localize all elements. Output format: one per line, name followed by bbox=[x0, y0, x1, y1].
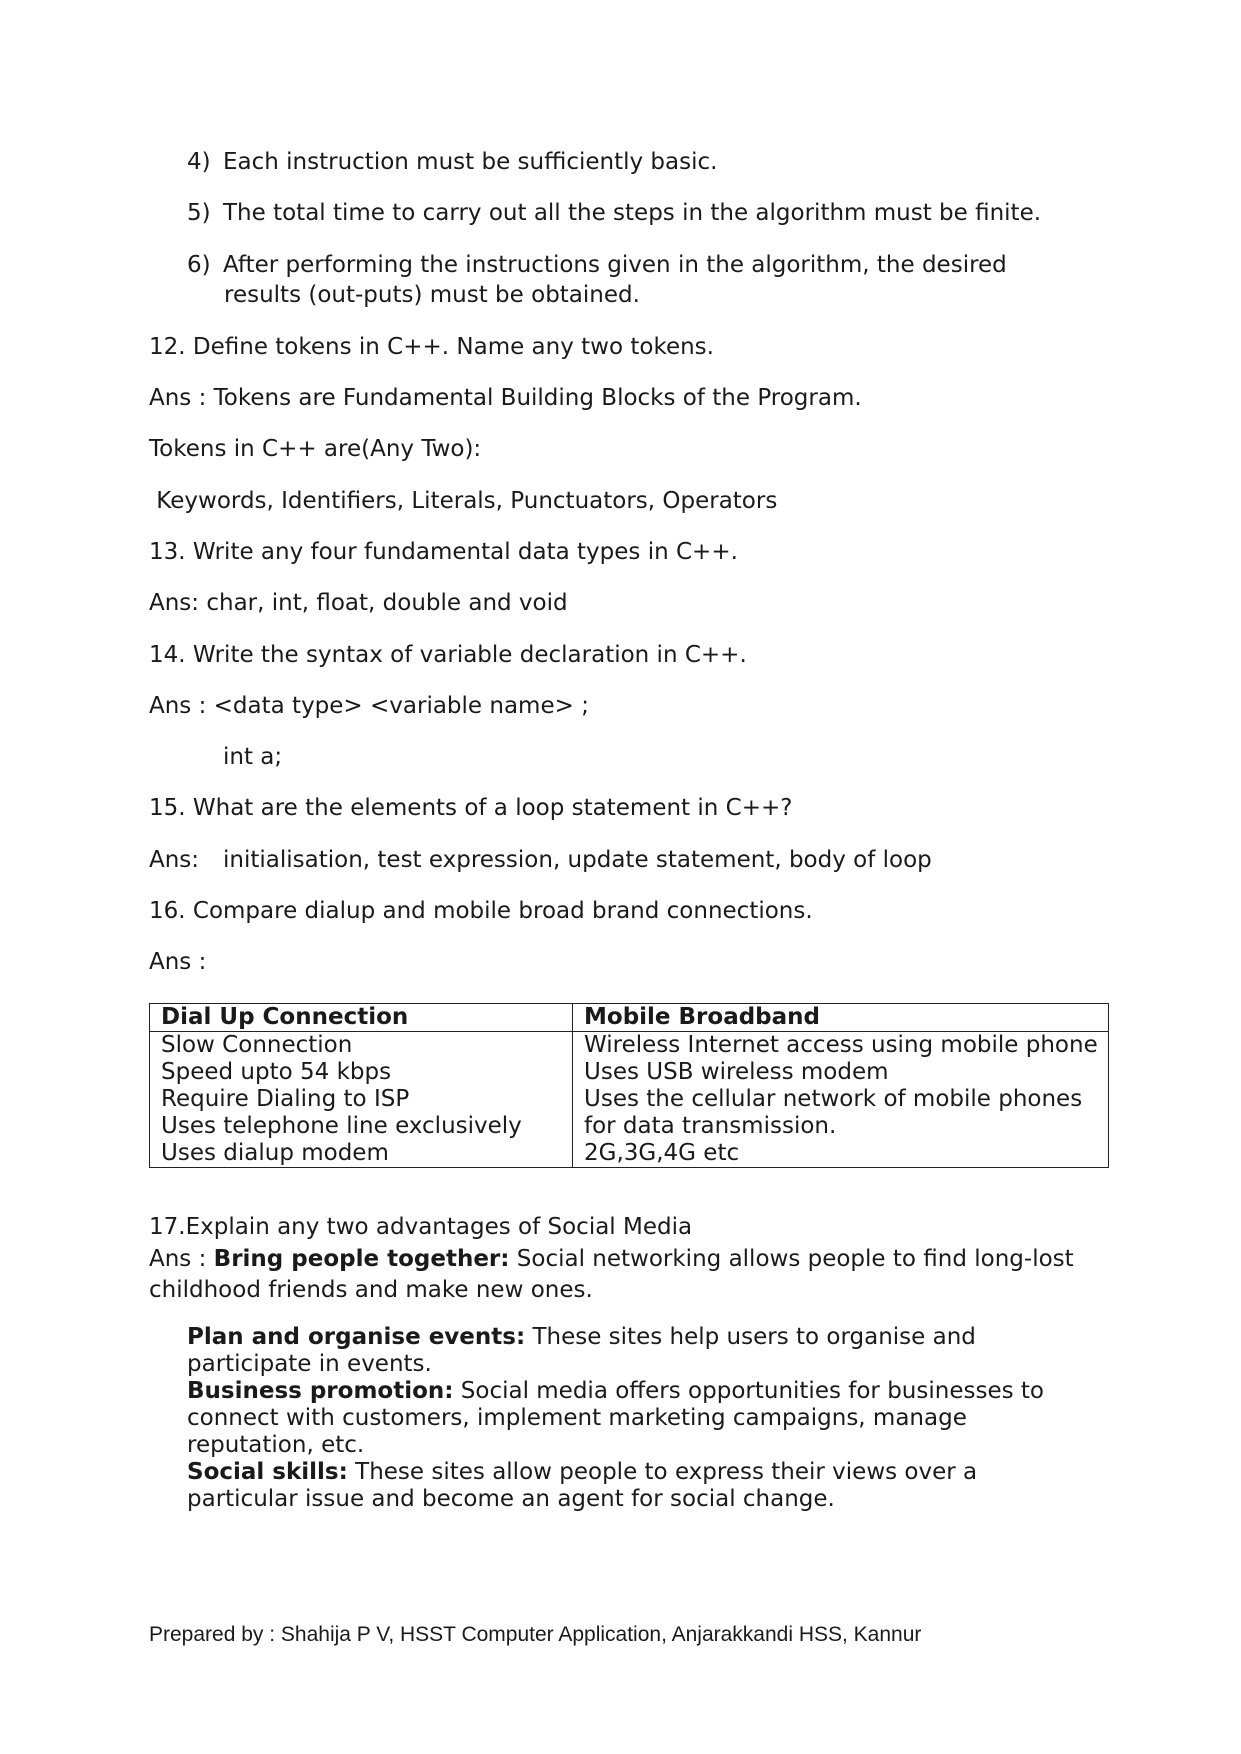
advantage-term: Plan and organise events: bbox=[187, 1324, 526, 1350]
advantage-term: Bring people together: bbox=[213, 1246, 510, 1272]
broadband-cell bbox=[573, 1032, 1109, 1168]
dialup-item: Require Dialing to ISP bbox=[161, 1086, 410, 1112]
advantage-item bbox=[187, 1324, 1077, 1378]
dialup-item: Speed upto 54 kbps bbox=[161, 1059, 392, 1085]
step-number: 6) bbox=[187, 252, 211, 278]
advantage-item bbox=[187, 1378, 1077, 1459]
answer-15 bbox=[149, 845, 932, 875]
question-13: 13. Write any four fundamental data types in C++. bbox=[149, 539, 738, 565]
broadband-item: Uses USB wireless modem bbox=[584, 1059, 889, 1085]
answer-13: Ans: char, int, float, double and void bbox=[149, 590, 568, 616]
advantage-term: Social skills: bbox=[187, 1459, 348, 1485]
step-6-continuation: results (out-puts) must be obtained. bbox=[224, 282, 640, 308]
comparison-table bbox=[149, 1003, 1109, 1168]
step-6 bbox=[187, 250, 1007, 280]
advantage-item bbox=[187, 1459, 1077, 1513]
advantage-text: These sites help users to organise and participate in events. bbox=[187, 1324, 976, 1377]
question-17: 17.Explain any two advantages of Social Media bbox=[149, 1214, 693, 1240]
answer-16: Ans : bbox=[149, 949, 207, 975]
advantage-text: Social media offers opportunities for businesses to connect with customers, implement marketing campaigns, manage reputation, etc. bbox=[187, 1378, 1044, 1458]
question-15: 15. What are the elements of a loop statement in C++? bbox=[149, 795, 793, 821]
table-row bbox=[150, 1032, 1109, 1168]
step-text: Each instruction must be sufficiently basic. bbox=[223, 149, 718, 175]
table-header-dialup: Dial Up Connection bbox=[150, 1004, 573, 1032]
step-number: 4) bbox=[187, 149, 211, 175]
advantage-text: Social networking allows people to find long-lost childhood friends and make new ones. bbox=[149, 1246, 1074, 1303]
page-footer: Prepared by : Shahija P V, HSST Computer Application, Anjarakkandi HSS, Kannur bbox=[149, 1623, 922, 1646]
advantage-term: Business promotion: bbox=[187, 1378, 454, 1404]
answer-12-list: Keywords, Identifiers, Literals, Punctuators, Operators bbox=[149, 488, 778, 514]
broadband-item: Wireless Internet access using mobile phone bbox=[584, 1032, 1098, 1058]
step-text: After performing the instructions given in the algorithm, the desired bbox=[223, 252, 1007, 278]
step-number: 5) bbox=[187, 200, 211, 226]
broadband-item: for data transmission. bbox=[584, 1113, 837, 1139]
table-header-row bbox=[150, 1004, 1109, 1032]
answer-17-prefix: Ans : bbox=[149, 1246, 214, 1272]
dialup-cell bbox=[150, 1032, 573, 1168]
broadband-item: 2G,3G,4G etc bbox=[584, 1140, 740, 1166]
answer-15-text: initialisation, test expression, update statement, body of loop bbox=[223, 847, 932, 873]
answer-12: Ans : Tokens are Fundamental Building Blocks of the Program. bbox=[149, 385, 862, 411]
dialup-item: Uses dialup modem bbox=[161, 1140, 389, 1166]
question-12: 12. Define tokens in C++. Name any two tokens. bbox=[149, 334, 714, 360]
dialup-item: Slow Connection bbox=[161, 1032, 353, 1058]
dialup-item: Uses telephone line exclusively bbox=[161, 1113, 522, 1139]
step-5 bbox=[187, 198, 1041, 228]
answer-14: Ans : <data type> <variable name> ; bbox=[149, 693, 589, 719]
advantages-list bbox=[187, 1324, 1077, 1513]
table-header-broadband: Mobile Broadband bbox=[573, 1004, 1109, 1032]
question-16: 16. Compare dialup and mobile broad brand connections. bbox=[149, 898, 813, 924]
step-4 bbox=[187, 147, 717, 177]
advantage-text: These sites allow people to express their views over a particular issue and become an agent for social change. bbox=[187, 1459, 978, 1512]
answer-12-sub: Tokens in C++ are(Any Two): bbox=[149, 436, 482, 462]
step-text: The total time to carry out all the steps in the algorithm must be finite. bbox=[223, 200, 1042, 226]
broadband-item: Uses the cellular network of mobile phones bbox=[584, 1086, 1083, 1112]
answer-17-first bbox=[149, 1244, 1089, 1306]
answer-15-prefix: Ans: bbox=[149, 847, 200, 873]
question-14: 14. Write the syntax of variable declaration in C++. bbox=[149, 642, 747, 668]
answer-14-example: int a; bbox=[223, 744, 283, 770]
